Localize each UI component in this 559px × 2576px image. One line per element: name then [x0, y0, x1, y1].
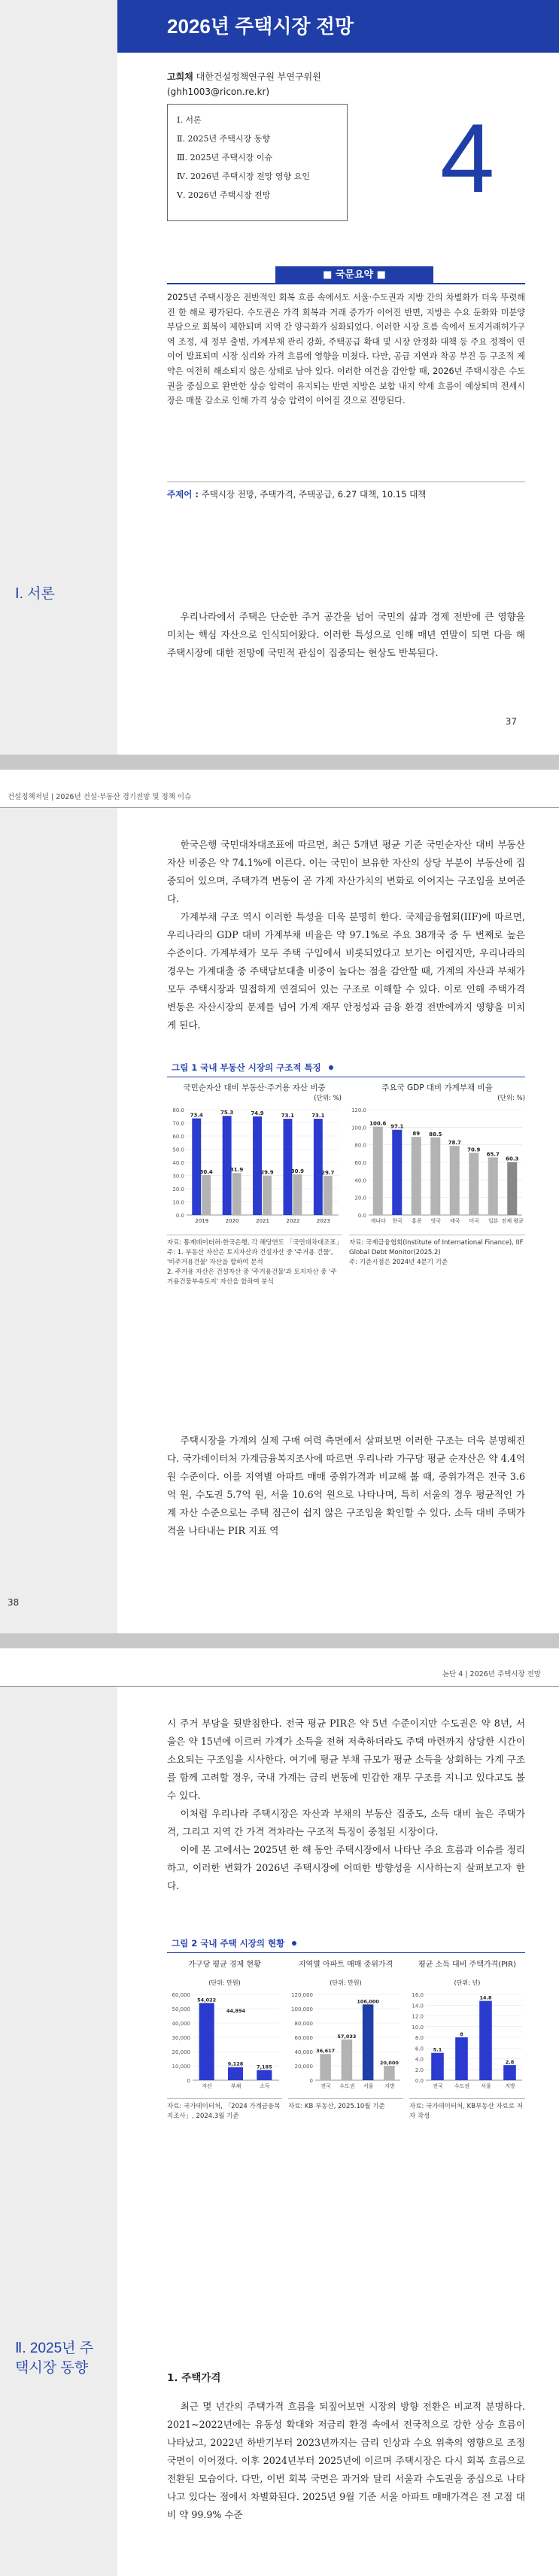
chart-unit: (단위: 만원)	[330, 1979, 362, 1986]
data-label: 65.7	[486, 1151, 500, 1158]
figure-2	[167, 1934, 525, 2122]
paragraph: 이에 본 고에서는 2025년 한 해 동안 주택시장에서 나타난 주요 흐름과 이슈를 정리하고, 이러한 변화가 2026년 주택시장에 어떠한 방향성을 시사하는지 살펴보고자 한다.	[167, 1844, 525, 1891]
category-label: 지방	[505, 2083, 515, 2089]
data-label: 44,894	[226, 2008, 246, 2014]
tick-label: 20,000	[172, 2049, 190, 2055]
keywords	[167, 481, 525, 500]
bar	[479, 2001, 492, 2080]
author-block	[167, 69, 321, 99]
toc-item[interactable]: Ⅱ. 2025년 주택시장 동향	[177, 134, 270, 144]
toc-item[interactable]: Ⅳ. 2026년 주택시장 전망 영향 요인	[177, 172, 310, 181]
tick-label: 30.0	[172, 1173, 184, 1180]
category-label: 2021	[256, 1218, 269, 1224]
data-label: 29.7	[321, 1170, 335, 1177]
data-label: 36,617	[316, 2048, 336, 2055]
tick-label: 10.0	[412, 2024, 424, 2031]
category-label: 영국	[430, 1218, 442, 1224]
header-rule	[0, 1686, 559, 1687]
chart-title: 지역별 아파트 매매 중위가격	[298, 1961, 393, 1969]
running-header: 건설정책저널 | 2026년 건설·부동산 경기전망 및 정책 이슈	[8, 793, 192, 801]
category-label: 2019	[195, 1218, 209, 1224]
page-gap	[0, 1633, 559, 1648]
tick-label: 10.0	[172, 1199, 184, 1206]
category-label: 한국	[392, 1218, 403, 1224]
tick-label: 30,000	[172, 2035, 190, 2041]
subsection-heading: 1. 주택가격	[167, 2372, 221, 2384]
tick-label: 0.0	[175, 1213, 184, 1219]
bar	[293, 1174, 302, 1215]
category-label: 2020	[225, 1218, 239, 1224]
category-label: 서울	[481, 2083, 491, 2089]
body-text	[167, 836, 525, 1034]
tick-label: 6.0	[415, 2046, 424, 2052]
body-text	[167, 1432, 525, 1540]
bar-chart-household-economy	[167, 1987, 282, 2092]
data-label: 106,000	[357, 1998, 379, 2005]
category-label: 캐나다	[370, 1218, 386, 1224]
toc-item[interactable]: Ⅲ. 2025년 주택시장 이슈	[177, 153, 272, 163]
toc-item[interactable]: Ⅴ. 2026년 주택시장 전망	[177, 190, 271, 200]
tick-label: 2.0	[415, 2067, 424, 2073]
bar	[430, 1138, 440, 1215]
tick-label: 60,000	[172, 1992, 190, 1998]
tick-label: 16.0	[412, 1992, 424, 1998]
category-label: 부채	[230, 2083, 242, 2089]
category-label: 2023	[316, 1218, 330, 1224]
bar	[314, 1119, 323, 1215]
tick-label: 80,000	[294, 2021, 313, 2027]
body-text	[167, 2369, 525, 2524]
category-label: 전체 평균	[501, 1218, 524, 1224]
bar	[384, 2066, 395, 2080]
bar	[503, 2065, 516, 2080]
bar	[253, 1116, 262, 1215]
tick-label: 0	[309, 2078, 313, 2084]
category-label: 소득	[260, 2083, 270, 2089]
paragraph: 최근 몇 년간의 주택가격 흐름을 되짚어보면 시장의 방향 전환은 비교적 분명하다. 2021~2022년에는 유동성 확대와 저금리 환경 속에서 전국적으로 강한 상승 흐름이 나타났고, 2022년 하반기부터 2023년까지는 금리 인상과 수요 위축의 영향으로 조정 국면이 이어졌다. 이후 2024년부터 2025년에 이르며 주택시장은 다시 회복 흐름으로 전환된 모습이다. 다만, 이번 회복 국면은 과거와 달리 서울과 수도권을 중심으로 나타나고 있다는 점에서 차별화된다. 2025년 9월 기준 서울 아파트 매매가격은 전 고점 대비 약 99.9% 수준	[167, 2401, 525, 2520]
figure-title-text: 그림 2 국내 주택 시장의 현황	[172, 1938, 285, 1949]
tick-label: 0.0	[415, 2078, 424, 2084]
side-band	[0, 808, 117, 1633]
data-label: 70.9	[467, 1147, 481, 1153]
chart-unit: (단위: %)	[497, 1095, 525, 1102]
data-label: 14.8	[479, 1994, 492, 2001]
chart-c	[409, 1958, 525, 2095]
figure-source: 자료: KB 부동산, 2025.10월 기준	[288, 2098, 403, 2122]
tick-label: 4.0	[415, 2056, 424, 2063]
toc-item[interactable]: Ⅰ. 서론	[177, 115, 202, 125]
tick-label: 40,000	[294, 2049, 313, 2055]
data-label: 88.5	[429, 1131, 442, 1138]
data-label: 30.4	[199, 1168, 213, 1175]
bar	[232, 1173, 242, 1215]
bar-chart-net-asset-share	[167, 1102, 342, 1229]
section-heading: Ⅱ. 2025년 주택시장 동향	[15, 2341, 94, 2376]
tick-label: 120,000	[291, 1992, 313, 1998]
tick-label: 40.0	[354, 1177, 366, 1184]
bar	[412, 1137, 421, 1215]
tick-label: 60,000	[294, 2035, 313, 2041]
author-email[interactable]: (ghh1003@ricon.re.kr)	[167, 87, 270, 97]
category-label: 홍콩	[411, 1218, 422, 1224]
bar	[320, 2054, 331, 2080]
figure-source-right	[349, 1235, 525, 1287]
source-line: 2. 주거용 자산은 건설자산 중 '주거용건물'과 토지자산 중 '주거용건물부속토지' 자산을 합하여 분석	[167, 1268, 337, 1286]
category-label: 미국	[469, 1218, 480, 1224]
data-label: 73.1	[281, 1113, 295, 1119]
figure-1	[167, 1059, 525, 1287]
bar	[469, 1153, 478, 1215]
category-label: 수도권	[454, 2083, 470, 2089]
source-line: 주: 기준시점은 2024년 4분기 기준	[349, 1259, 448, 1266]
data-label: 8	[460, 2031, 463, 2037]
data-label: 7,185	[257, 2064, 272, 2070]
tick-label: 20.0	[354, 1195, 366, 1201]
chart-a	[167, 1958, 282, 2095]
bar	[199, 2003, 214, 2080]
page-number: 37	[505, 716, 517, 727]
bar	[202, 1175, 211, 1215]
page-37	[0, 0, 559, 755]
category-label: 전국	[321, 2083, 331, 2089]
data-label: 31.9	[229, 1167, 244, 1174]
tick-label: 10,000	[172, 2064, 190, 2070]
bar	[324, 1176, 333, 1215]
category-label: 일본	[488, 1218, 499, 1224]
chart-unit: (단위: 년)	[454, 1979, 481, 1986]
bar	[363, 2004, 374, 2080]
tick-label: 60.0	[172, 1134, 184, 1140]
tick-label: 100.0	[351, 1125, 366, 1132]
chart-right	[349, 1082, 525, 1232]
figure-title	[167, 1934, 525, 1953]
data-label: 75.3	[220, 1110, 234, 1116]
data-label: 60.3	[506, 1156, 519, 1162]
summary-divider	[167, 283, 525, 284]
keywords-text: 주택시장 전망, 주택가격, 주택공급, 6.27 대책, 10.15 대책	[201, 489, 427, 500]
title-dot-icon	[329, 1065, 333, 1070]
bar-chart-median-price	[288, 1987, 403, 2092]
data-label: 30.9	[290, 1168, 305, 1174]
tick-label: 20.0	[172, 1186, 184, 1192]
tick-label: 0.0	[357, 1213, 366, 1219]
tick-label: 50.0	[172, 1147, 184, 1153]
tick-label: 14.0	[412, 2003, 424, 2009]
section-heading: Ⅰ. 서론	[15, 586, 55, 602]
chart-b	[288, 1958, 403, 2095]
bar	[392, 1130, 402, 1215]
data-label: 20,000	[379, 2060, 399, 2066]
chart-title: 주요국 GDP 대비 가계부채 비율	[381, 1083, 493, 1092]
chart-title: 국민순자산 대비 부동산·주거용 자산 비중	[183, 1083, 326, 1092]
source-line: 자료: 국제금융협회(Institute of International Finance), IIF Global Debt Monitor(2025.2)	[349, 1239, 524, 1256]
data-label: 2.8	[505, 2059, 515, 2066]
bar	[455, 2037, 468, 2080]
chart-unit: (단위: %)	[314, 1095, 342, 1102]
chart-unit: (단위: 만원)	[208, 1979, 241, 1986]
table-of-contents	[167, 104, 348, 221]
tick-label: 100,000	[291, 2006, 313, 2012]
paragraph: 주택시장을 가계의 실제 구매 여력 측면에서 살펴보면 이러한 구조는 더욱 분명해진다. 국가데이터처 가계금융복지조사에 따르면 우리나라 가구당 평균 순자산은 약 4.4억 원 수준이다. 이를 지역별 아파트 매매 중위가격과 비교해 볼 때, 중위가격은 전국 3.6억 원, 수도권 5.7억 원, 서울 10.6억 원으로 나타나며, 특히 서울의 경우 평균적인 가계 자산 수준으로는 주택 접근이 쉽지 않은 구조임을 확인할 수 있다. 소득 대비 주택가격을 나타내는 PIR 지표 역	[167, 1435, 525, 1536]
source-line: 주: 1. 부동산 자산은 토지자산과 건설자산 중 '주거용 건물', '비주거용건물' 자산을 합하여 분석	[167, 1249, 333, 1266]
header-rule	[0, 807, 559, 808]
tick-label: 12.0	[412, 2013, 424, 2020]
summary-label: ■ 국문요약 ■	[275, 266, 433, 284]
tick-label: 0	[187, 2078, 190, 2084]
figure-source: 자료: 국가데이터처, 「2024 가계금융복지조사」, 2024.3월 기준	[167, 2098, 282, 2122]
chart-title: 가구당 평균 경제 현황	[188, 1961, 261, 1969]
paragraph: 시 주거 부담을 뒷받침한다. 전국 평균 PIR은 약 5년 수준이지만 수도권은 약 8년, 서울은 약 15년에 이르러 가계가 소득을 전혀 저축하더라도 주택 마련까지 상당한 시간이 소요되는 구조임을 시사한다. 여기에 평균 부채 규모가 평균 소득을 상회하는 가계 구조를 함께 고려할 경우, 국내 가계는 금리 변동에 민감한 재무 구조를 지니고 있다고도 볼 수 있다.	[167, 1718, 525, 1801]
paragraph: 이처럼 우리나라 주택시장은 자산과 부채의 부동산 집중도, 소득 대비 높은 주택가격, 그리고 지역 간 가격 격차라는 구조적 특징이 중첩된 시장이다.	[167, 1808, 525, 1837]
category-label: 태국	[449, 1218, 460, 1224]
bar	[283, 1119, 292, 1215]
tick-label: 80.0	[354, 1142, 366, 1149]
bar-chart-pir	[409, 1987, 525, 2092]
category-label: 2022	[286, 1218, 300, 1224]
data-label: 89	[412, 1131, 421, 1138]
tick-label: 50,000	[172, 2006, 190, 2012]
source-line: 자료: 통계데이터허·한국은행, 각 해당연도 「국민대차대조표」	[167, 1239, 343, 1247]
data-label: 73.1	[311, 1113, 325, 1119]
category-label: 수도권	[339, 2083, 355, 2089]
bar	[450, 1146, 460, 1215]
figure-source-left	[167, 1235, 342, 1287]
keywords-label: 주제어 :	[167, 489, 199, 500]
tick-label: 120.0	[351, 1107, 366, 1113]
bar	[223, 1116, 232, 1215]
data-label: 54,022	[197, 1997, 217, 2003]
data-label: 29.9	[260, 1169, 274, 1176]
running-header: 논단 4 | 2026년 주택시장 전망	[442, 1670, 541, 1678]
chart-left	[167, 1082, 342, 1232]
tick-label: 8.0	[415, 2035, 424, 2041]
figure-title	[167, 1059, 525, 1077]
bar	[342, 2040, 353, 2080]
side-band	[0, 0, 117, 755]
page-number: 38	[8, 1597, 20, 1608]
bar	[431, 2053, 444, 2080]
bar	[507, 1162, 517, 1215]
data-label: 74.9	[251, 1110, 264, 1116]
title-dot-icon	[292, 1941, 296, 1946]
article-title: 2026년 주택시장 전망	[117, 0, 559, 53]
tick-label: 80.0	[172, 1107, 184, 1113]
data-label: 100.6	[369, 1120, 387, 1127]
summary-text: 2025년 주택시장은 전반적인 회복 흐름 속에서도 서울·수도권과 지방 간의 차별화가 더욱 뚜렷해진 한 해로 평가된다. 수도권은 가격 회복과 거래 증가가 이어진 반면, 지방은 수요 둔화와 미분양 부담으로 회복이 제한되며 지역 간 양극화가 심화되었다. 이러한 시장 흐름 속에서 토지거래허가구역 조정, 새 정부 출범, 가계부채 관리 강화, 주택공급 확대 및 시장 안정화 대책 등 주요 정책이 연이어 발표되며 시장 심리와 가격 흐름에 영향을 미쳤다. 다만, 공급 지연과 착공 부진 등 구조적 제약은 여전히 해소되지 않은 상태로 남아 있다. 이러한 여건을 감안할 때, 2026년 주택시장은 수도권을 중심으로 완만한 상승 압력이 유지되는 반면 지방은 보합 내지 약세 흐름이 예상되며 전세시장은 매물 감소로 인해 가격 상승 압력이 이어질 것으로 전망된다.	[167, 293, 525, 406]
body-text	[167, 1715, 525, 1895]
bar-chart-household-debt	[349, 1102, 525, 1229]
bar	[192, 1119, 201, 1215]
paragraph: 우리나라에서 주택은 단순한 주거 공간을 넘어 국민의 삶과 경제 전반에 큰 영향을 미치는 핵심 자산으로 인식되어왔다. 이러한 특성으로 인해 매년 연말이 되면 다음 해 주택시장에 대한 전망에 국민적 관심이 집중되는 현상도 반복된다.	[167, 611, 525, 658]
bar	[263, 1176, 272, 1215]
data-label: 9,128	[227, 2061, 244, 2067]
bar	[228, 2067, 243, 2080]
paragraph: 가계부채 구조 역시 이러한 특성을 더욱 분명히 한다. 국제금융협회(IIF)에 따르면, 우리나라의 GDP 대비 가계부채 비율은 약 97.1%로 주요 38개국 중 두 번째로 높은 수준이다. 가계부채가 모두 주택 구입에서 비롯되었다고 보기는 어렵지만, 우리나라의 경우는 가계대출 중 주택담보대출 비중이 높다는 점을 감안할 때, 가계의 자산과 부채가 모두 주택시장과 밀접하게 연결되어 있는 구조로 이해할 수 있다. 이로 인해 주택가격 변동은 자산시장의 문제를 넘어 가계 재무 안정성과 금융 환경 전반에까지 영향을 미치게 된다.	[167, 911, 525, 1031]
chart-title: 평균 소득 대비 주택가격(PIR)	[418, 1961, 516, 1969]
tick-label: 70.0	[172, 1120, 184, 1127]
data-label: 97.1	[390, 1123, 404, 1130]
category-label: 지방	[384, 2083, 395, 2089]
category-label: 전국	[433, 2083, 443, 2089]
data-label: 5.1	[433, 2046, 442, 2053]
body-text	[167, 608, 525, 662]
bar	[257, 2070, 272, 2080]
tick-label: 20,000	[294, 2064, 313, 2070]
data-label: 73.4	[190, 1112, 203, 1119]
category-label: 자산	[202, 2083, 212, 2089]
page-39	[0, 1648, 559, 2576]
page-gap	[0, 755, 559, 770]
author-affiliation: 대한건설정책연구원 부연구위원	[196, 71, 321, 82]
side-band	[0, 1687, 117, 2576]
tick-label: 40,000	[172, 2021, 190, 2027]
data-label: 57,033	[337, 2033, 357, 2040]
paragraph: 한국은행 국민대차대조표에 따르면, 최근 5개년 평균 기준 국민순자산 대비 부동산 자산 비중은 약 74.1%에 이른다. 이는 국민이 보유한 자산의 상당 부분이 부동산에 집중되어 있으며, 주택가격 변동이 곧 가계 자산가치의 변화로 이어지는 구조임을 보여준다.	[167, 839, 525, 904]
tick-label: 60.0	[354, 1160, 366, 1166]
category-label: 서울	[363, 2083, 374, 2089]
tick-label: 40.0	[172, 1160, 184, 1166]
page-38	[0, 770, 559, 1633]
bar	[373, 1127, 383, 1215]
figure-source: 자료: 국가데이터처, KB부동산 자료로 저자 작성	[409, 2098, 525, 2122]
author-name: 고희채	[167, 71, 193, 82]
bar	[488, 1157, 498, 1215]
figure-title-text: 그림 1 국내 부동산 시장의 구조적 특징	[172, 1062, 321, 1073]
chapter-number: 4	[440, 103, 495, 213]
data-label: 78.7	[448, 1140, 461, 1147]
